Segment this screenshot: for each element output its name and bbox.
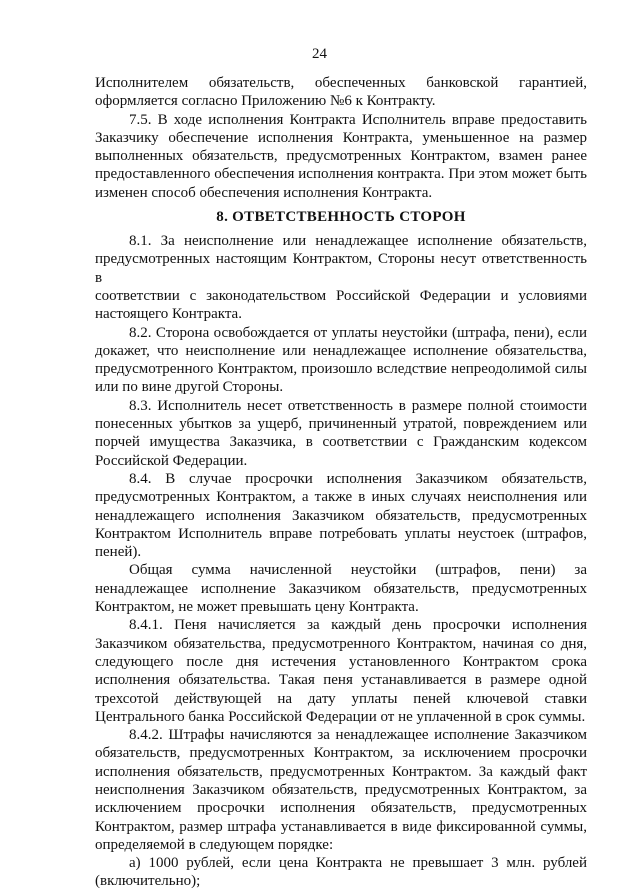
section-heading: 8. ОТВЕТСТВЕННОСТЬ СТОРОН [216, 209, 466, 226]
paragraph-item-a [95, 854, 587, 891]
text-line: (включительно); [95, 873, 201, 890]
paragraph-8-3 [95, 397, 587, 470]
text-line: 7.5. В ходе исполнения Контракта Исполнитель вправе предоставить [129, 111, 587, 128]
text-line: трехсотой действующей на дату уплаты пеней ключевой ставки [95, 690, 587, 707]
text-line: 8.3. Исполнитель несет ответственность в размере полной стоимости [129, 397, 587, 414]
text-line: предусмотренных настоящим Контрактом, Стороны несут ответственность в [95, 251, 587, 286]
text-line: 8.4.1. Пеня начисляется за каждый день просрочки исполнения [129, 617, 587, 634]
text-line: Контрактом, не может превышать цену Контракта. [95, 599, 419, 616]
text-line: Заказчиком обязательства, предусмотренного Контрактом, начиная со дня, [95, 635, 587, 652]
paragraph-intro [95, 74, 587, 111]
text-line: неисполнения Заказчиком обязательств, предусмотренных Контрактом, за [95, 781, 587, 798]
text-line: а) 1000 рублей, если цена Контракта не превышает 3 млн. рублей [129, 855, 587, 872]
text-line: Заказчику обеспечение исполнения Контракта, уменьшенное на размер [95, 129, 587, 146]
paragraph-7-5 [95, 111, 587, 202]
text-line: выполненных обязательств, предусмотренных Контрактом, взамен ранее [95, 148, 587, 165]
text-line: определяемой в следующем порядке: [95, 836, 334, 853]
text-line: или по вине другой Стороны. [95, 379, 284, 396]
paragraph-8-1 [95, 232, 587, 323]
text-line: Контрактом, размер штрафа устанавливается в виде фиксированной суммы, [95, 818, 587, 835]
text-line: порчей имущества Заказчика, в соответствии с Гражданским кодексом [95, 434, 587, 451]
text-line: ненадлежащего исполнения Заказчиком обязательств, предусмотренных [95, 507, 587, 524]
text-line: следующего после дня истечения установленного Контрактом срока [95, 653, 587, 670]
text-line: пеней). [95, 544, 142, 561]
text-line: исполнения обязательств, предусмотренных Контрактом. За каждый факт [95, 763, 587, 780]
text-line: изменен способ обеспечения исполнения Контракта. [95, 184, 433, 201]
text-line: Центрального банка Российской Федерации от не уплаченной в срок суммы. [95, 708, 586, 725]
text-line: предусмотренных Контрактом, а также в иных случаях неисполнения или [95, 489, 587, 506]
paragraph-8-4 [95, 470, 587, 561]
text-line: 8.2. Сторона освобождается от уплаты неустойки (штрафа, пени), если [129, 324, 587, 341]
text-line: Российской Федерации. [95, 452, 248, 469]
text-line: настоящего Контракта. [95, 306, 242, 323]
text-line: предоставленного обеспечения исполнения контракта. При этом может быть [95, 166, 587, 183]
text-line: докажет, что неисполнение или ненадлежащее исполнение обязательства, [95, 342, 587, 359]
paragraph-8-4-2 [95, 726, 587, 854]
text-line: 8.4. В случае просрочки исполнения Заказчиком обязательств, [129, 470, 587, 487]
text-line: исключением просрочки исполнения обязательств, предусмотренных [95, 800, 587, 817]
paragraph-total-penalty [95, 561, 587, 616]
text-line: ненадлежащее исполнение Заказчиком обязательств, предусмотренных [95, 580, 587, 597]
document-body [95, 74, 587, 891]
text-line: исполнения обязательства. Такая пеня устанавливается в размере одной [95, 672, 587, 689]
text-line: Контрактом Исполнитель вправе потребовать уплаты неустоек (штрафов, [95, 525, 587, 542]
text-line: предусмотренного Контрактом, произошло вследствие непреодолимой силы [95, 361, 587, 378]
text-line: Общая сумма начисленной неустойки (штрафов, пени) за [129, 562, 587, 579]
paragraph-8-4-1 [95, 616, 587, 726]
text-line: соответствии с законодательством Российской Федерации и условиями [95, 287, 587, 304]
text-line: Исполнителем обязательств, обеспеченных банковской гарантией, [95, 75, 587, 91]
text-line: оформляется согласно Приложению №6 к Контракту. [95, 93, 436, 110]
page-number: 24 [312, 46, 327, 62]
text-line: обязательств, предусмотренных Контрактом, за исключением просрочки [95, 745, 587, 762]
text-line: 8.1. За неисполнение или ненадлежащее исполнение обязательств, [129, 233, 587, 250]
text-line: понесенных убытков за ущерб, причиненный утратой, повреждением или [95, 416, 587, 433]
text-line: 8.4.2. Штрафы начисляются за ненадлежащее исполнение Заказчиком [129, 727, 587, 744]
paragraph-8-2 [95, 324, 587, 397]
